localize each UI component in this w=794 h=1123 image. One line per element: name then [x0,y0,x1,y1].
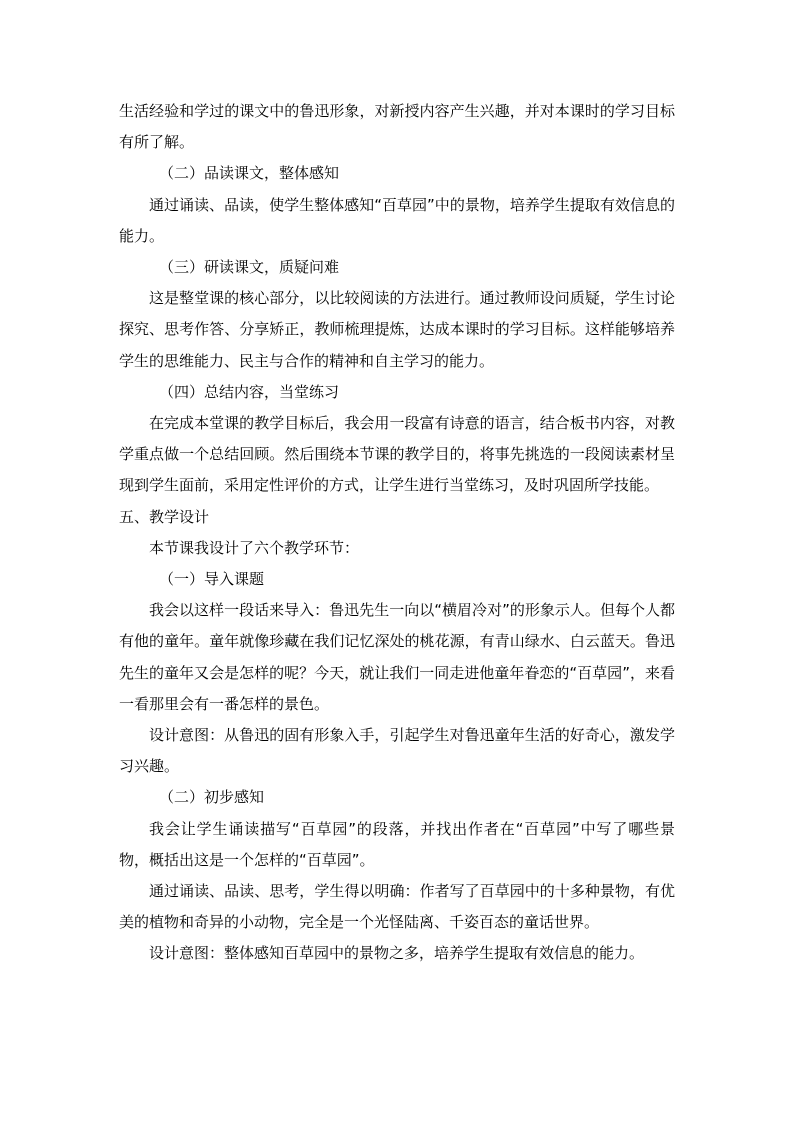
design-intent-paragraph: 设计意图：从鲁迅的固有形象入手，引起学生对鲁迅童年生活的好奇心，激发学习兴趣。 [119,726,675,776]
section-heading-4: （四）总结内容，当堂练习 [159,382,340,401]
design-intent-paragraph: 设计意图：整体感知百草园中的景物之多，培养学生提取有效信息的能力。 [149,944,645,963]
subsection-heading-2: （二）初步感知 [159,788,265,807]
paragraph: 我会让学生诵读描写“百草园”的段落，并找出作者在“百草园”中写了哪些景物，概括出这是一个怎样的“百草园”。 [119,819,675,869]
document-page [119,96,675,970]
paragraph: 通过诵读、品读，使学生整体感知“百草园”中的景物，培养学生提取有效信息的能力。 [119,195,675,245]
paragraph-continued: 生活经验和学过的课文中的鲁迅形象，对新授内容产生兴趣，并对本课时的学习目标有所了解。 [119,102,675,152]
paragraph: 在完成本堂课的教学目标后，我会用一段富有诗意的语言，结合板书内容，对教学重点做一个总结回顾。然后围绕本节课的教学目的，将事先挑选的一段阅读素材呈现到学生面前，采用定性评价的方式，让学生进行当堂练习，及时巩固所学技能。 [119,414,675,495]
paragraph: 本节课我设计了六个教学环节： [149,538,360,557]
subsection-heading-1: （一）导入课题 [159,570,265,589]
paragraph: 我会以这样一段话来导入：鲁迅先生一向以“横眉冷对”的形象示人。但每个人都有他的童年。童年就像珍藏在我们记忆深处的桃花源，有青山绿水、白云蓝天。鲁迅先生的童年又会是怎样的呢？今天，就让我们一同走进他童年眷恋的“百草园”，来看一看那里会有一番怎样的景色。 [119,601,675,713]
chapter-heading-5: 五、教学设计 [119,507,210,526]
section-heading-3: （三）研读课文，质疑问难 [159,258,340,277]
paragraph: 这是整堂课的核心部分，以比较阅读的方法进行。通过教师设问质疑，学生讨论探究、思考作答、分享矫正，教师梳理提炼，达成本课时的学习目标。这样能够培养学生的思维能力、民主与合作的精神和自主学习的能力。 [119,289,675,370]
section-heading-2: （二）品读课文，整体感知 [159,164,340,183]
paragraph: 通过诵读、品读、思考，学生得以明确：作者写了百草园中的十多种景物，有优美的植物和奇异的小动物，完全是一个光怪陆离、千姿百态的童话世界。 [119,882,675,932]
